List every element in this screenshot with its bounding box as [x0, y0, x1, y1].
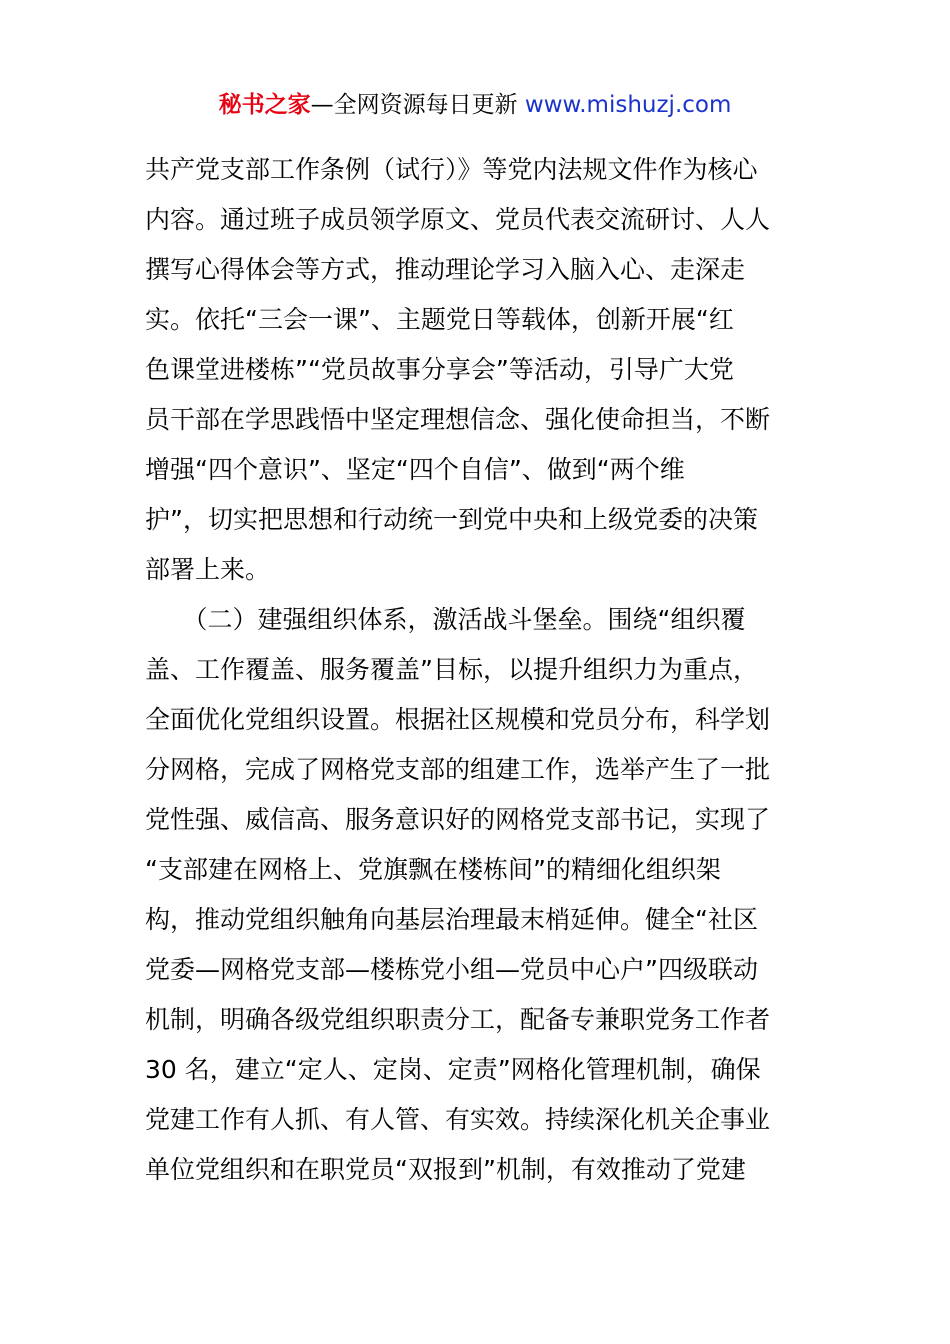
text-line: 盖、工作覆盖、服务覆盖”目标，以提升组织力为重点， [145, 655, 758, 684]
text-line: 增强“四个意识”、坚定“四个自信”、做到“两个维 [145, 455, 685, 484]
text-line: 30 名，建立“定人、定岗、定责”网格化管理机制，确保 [145, 1055, 761, 1084]
text-line: 员干部在学思践悟中坚定理想信念、强化使命担当，不断 [145, 405, 771, 434]
text-line: 护”，切实把思想和行动统一到党中央和上级党委的决策 [145, 505, 758, 534]
text-line: 部署上来。 [145, 555, 271, 584]
text-line: 全面优化党组织设置。根据社区规模和党员分布，科学划 [145, 705, 771, 734]
page-header [0, 88, 950, 122]
text-line: 党建工作有人抓、有人管、有实效。持续深化机关企事业 [145, 1105, 771, 1134]
text-line: 机制，明确各级党组织职责分工，配备专兼职党务工作者 [145, 1005, 771, 1034]
document-body [145, 145, 805, 1195]
text-line: 构，推动党组织触角向基层治理最末梢延伸。健全“社区 [145, 905, 758, 934]
site-brand: 秘书之家 [218, 92, 311, 118]
text-line: 共产党支部工作条例（试行）》等党内法规文件作为核心 [145, 155, 758, 184]
text-line: 党委—网格党支部—楼栋党小组—党员中心户”四级联动 [145, 955, 758, 984]
site-tagline: —全网资源每日更新 [310, 92, 525, 118]
text-line: 党性强、威信高、服务意识好的网格党支部书记，实现了 [145, 805, 771, 834]
text-line: “支部建在网格上、党旗飘在楼栋间”的精细化组织架 [145, 855, 721, 884]
text-line: 单位党组织和在职党员“双报到”机制，有效推动了党建 [145, 1155, 746, 1184]
text-line: 内容。通过班子成员领学原文、党员代表交流研讨、人人 [145, 205, 771, 234]
site-url[interactable]: www.mishuzj.com [524, 92, 732, 118]
text-line: 撰写心得体会等方式，推动理论学习入脑入心、走深走 [145, 255, 746, 284]
text-line: 色课堂进楼栋”“党员故事分享会”等活动，引导广大党 [145, 355, 734, 384]
section-heading-line: （二）建强组织体系，激活战斗堡垒。围绕“组织覆 [145, 605, 746, 634]
text-line: 分网格，完成了网格党支部的组建工作，选举产生了一批 [145, 755, 771, 784]
text-line: 实。依托“三会一课”、主题党日等载体，创新开展“红 [145, 305, 734, 334]
